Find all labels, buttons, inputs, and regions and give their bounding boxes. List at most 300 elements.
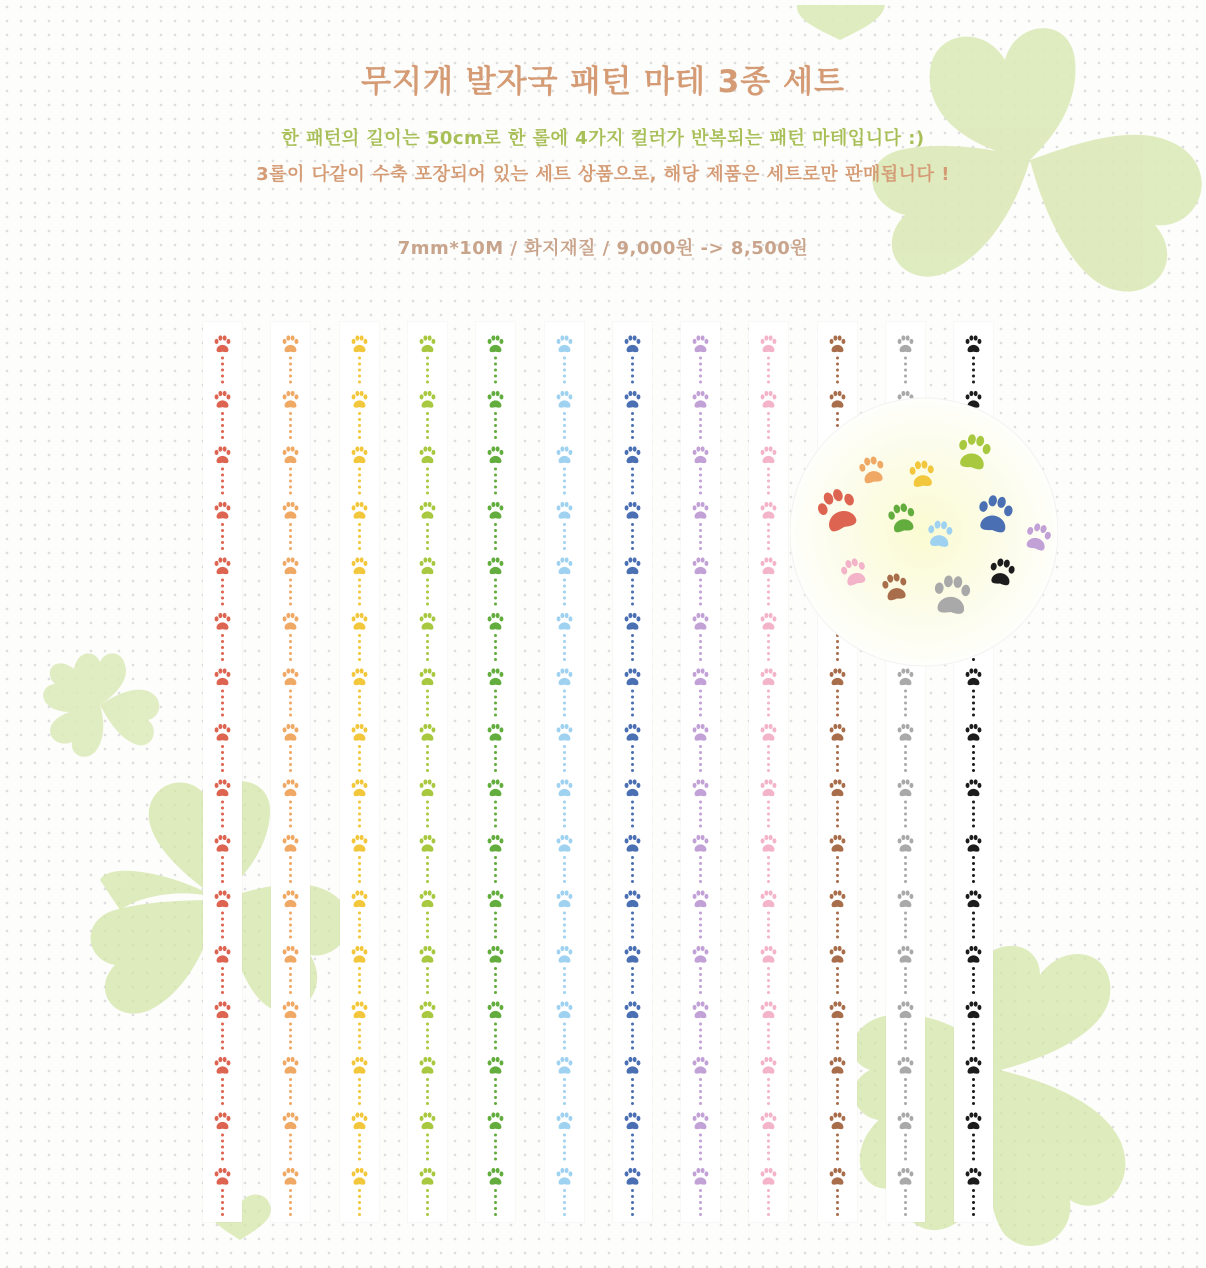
dot (631, 991, 634, 994)
dot (699, 1078, 702, 1081)
paw-print-icon (283, 613, 299, 630)
paw-print-icon (557, 613, 573, 630)
dot (289, 480, 292, 483)
dot (699, 640, 702, 643)
dot (289, 856, 292, 859)
paw-print-icon (557, 391, 573, 408)
paw-print-icon (693, 890, 709, 907)
dot (221, 874, 224, 877)
dot (767, 652, 770, 655)
dot (358, 535, 361, 538)
tape-strip (271, 322, 310, 1222)
product-spec: 7mm*10M / 화지재질 / 9,000원 -> 8,500원 (397, 238, 809, 259)
dot (699, 714, 702, 717)
dot (494, 1158, 497, 1161)
dot (426, 757, 429, 760)
dot (221, 912, 224, 915)
dot (631, 967, 634, 970)
dot (289, 912, 292, 915)
dot (494, 973, 497, 976)
dot (289, 714, 292, 717)
dot (563, 535, 566, 538)
dot (289, 418, 292, 421)
dot (563, 381, 566, 384)
dot (631, 856, 634, 859)
dot (221, 751, 224, 754)
dot (631, 468, 634, 471)
dot (631, 751, 634, 754)
dot (836, 868, 839, 871)
dot (972, 1096, 975, 1099)
dot (631, 1146, 634, 1149)
paw-print-icon (420, 835, 436, 852)
dot (563, 1102, 566, 1105)
dot (699, 973, 702, 976)
dot (358, 369, 361, 372)
dot (972, 751, 975, 754)
dot (289, 813, 292, 816)
dot (699, 979, 702, 982)
dot (631, 369, 634, 372)
dot (699, 369, 702, 372)
dot (358, 363, 361, 366)
paw-print-icon (625, 890, 641, 907)
dot (563, 375, 566, 378)
paw-print-icon (625, 779, 641, 796)
dot (221, 1029, 224, 1032)
paw-print-icon (352, 391, 368, 408)
paw-print-icon (488, 890, 504, 907)
dot (563, 825, 566, 828)
dot (563, 1189, 566, 1192)
dot (699, 874, 702, 877)
dot (836, 912, 839, 915)
dot (358, 492, 361, 495)
dot (221, 634, 224, 637)
dot (836, 979, 839, 982)
dot (699, 751, 702, 754)
dot (767, 430, 770, 433)
dot (494, 474, 497, 477)
dot (972, 375, 975, 378)
dot (836, 1213, 839, 1216)
dot (494, 541, 497, 544)
dot (836, 874, 839, 877)
dot (221, 769, 224, 772)
dot (358, 1084, 361, 1087)
dot (699, 1140, 702, 1143)
dot (631, 1035, 634, 1038)
dot (699, 1023, 702, 1026)
dot (904, 1195, 907, 1198)
dot (904, 1047, 907, 1050)
dot (289, 468, 292, 471)
paw-print-icon (625, 1001, 641, 1018)
dot (221, 474, 224, 477)
dot (836, 1195, 839, 1198)
dot (494, 529, 497, 532)
dot (699, 1201, 702, 1204)
dot (358, 918, 361, 921)
dot (563, 418, 566, 421)
dot (289, 751, 292, 754)
dot (426, 418, 429, 421)
paw-print-icon (761, 335, 777, 352)
dot (972, 357, 975, 360)
paw-print-icon (488, 557, 504, 574)
dot (972, 1023, 975, 1026)
dot (289, 973, 292, 976)
dot (767, 991, 770, 994)
dot (289, 936, 292, 939)
dot (631, 874, 634, 877)
paw-print-icon (898, 335, 914, 352)
dot (767, 967, 770, 970)
dot (426, 1102, 429, 1105)
dot (426, 708, 429, 711)
dot (221, 1146, 224, 1149)
dot (563, 480, 566, 483)
dot (767, 1023, 770, 1026)
paw-print-icon (352, 613, 368, 630)
dot (904, 967, 907, 970)
page-title: 무지개 발자국 패턴 마테 3종 세트 (361, 64, 845, 100)
dot (563, 751, 566, 754)
dot (631, 912, 634, 915)
dot (767, 973, 770, 976)
dot (289, 967, 292, 970)
dot (358, 1029, 361, 1032)
dot (563, 634, 566, 637)
dot (221, 1084, 224, 1087)
dot (289, 640, 292, 643)
paw-print-icon (761, 668, 777, 685)
paw-print-icon (283, 446, 299, 463)
dot (563, 856, 566, 859)
dot (494, 1078, 497, 1081)
dot (289, 1146, 292, 1149)
dot (426, 862, 429, 865)
dot (494, 597, 497, 600)
paw-print-icon (352, 890, 368, 907)
dot (358, 702, 361, 705)
dot (221, 579, 224, 582)
dot (563, 1096, 566, 1099)
dot (563, 436, 566, 439)
dot (836, 1201, 839, 1204)
paw-print-icon (352, 502, 368, 519)
dot (904, 1023, 907, 1026)
paw-print-icon (898, 890, 914, 907)
dot (836, 1140, 839, 1143)
dot (904, 1134, 907, 1137)
dot (699, 591, 702, 594)
dot (426, 424, 429, 427)
description-line-2: 3롤이 다같이 수축 포장되어 있는 세트 상품으로, 해당 제품은 세트로만 판매됩니다 ! (256, 164, 950, 185)
dot (836, 825, 839, 828)
dot (972, 1029, 975, 1032)
dot (972, 868, 975, 871)
dot (699, 357, 702, 360)
dot (699, 1035, 702, 1038)
dot (972, 967, 975, 970)
paw-print-icon (830, 724, 846, 741)
dot (699, 690, 702, 693)
dot (221, 357, 224, 360)
dot (426, 363, 429, 366)
dot (358, 874, 361, 877)
paw-print-icon (898, 1001, 914, 1018)
dot (699, 1195, 702, 1198)
dot (699, 985, 702, 988)
dot (289, 652, 292, 655)
paw-print-icon (283, 391, 299, 408)
dot (631, 769, 634, 772)
dot (221, 523, 224, 526)
dot (358, 1041, 361, 1044)
dot (426, 912, 429, 915)
dot (289, 369, 292, 372)
paw-print-icon (215, 446, 231, 463)
dot (221, 1189, 224, 1192)
paw-print-icon (966, 1168, 982, 1185)
dot (904, 856, 907, 859)
dot (494, 357, 497, 360)
dot (494, 369, 497, 372)
tape-strip (681, 322, 720, 1222)
dot (699, 430, 702, 433)
dot (767, 1146, 770, 1149)
dot (563, 757, 566, 760)
dot (426, 769, 429, 772)
dot (767, 751, 770, 754)
dot (699, 967, 702, 970)
paw-print-icon (283, 779, 299, 796)
paw-print-icon (352, 668, 368, 685)
paw-print-icon (488, 835, 504, 852)
dot (767, 912, 770, 915)
dot (563, 1041, 566, 1044)
dot (494, 813, 497, 816)
dot (631, 529, 634, 532)
dot (563, 1047, 566, 1050)
tape-strip (613, 322, 652, 1222)
dot (836, 1189, 839, 1192)
dot (358, 1023, 361, 1026)
dot (289, 1023, 292, 1026)
dot (289, 991, 292, 994)
paw-print-icon (352, 557, 368, 574)
dot (289, 591, 292, 594)
dot (767, 819, 770, 822)
dot (221, 979, 224, 982)
dot (699, 1102, 702, 1105)
dot (358, 1213, 361, 1216)
dot (358, 1047, 361, 1050)
dot (289, 381, 292, 384)
dot (699, 1041, 702, 1044)
dot (699, 1134, 702, 1137)
paw-print-icon (761, 391, 777, 408)
dot (563, 547, 566, 550)
dot (904, 1102, 907, 1105)
dot (836, 973, 839, 976)
dot (631, 745, 634, 748)
dot (494, 714, 497, 717)
dot (358, 819, 361, 822)
dot (221, 1195, 224, 1198)
dot (631, 985, 634, 988)
paw-print-icon (215, 613, 231, 630)
dot (631, 585, 634, 588)
dot (563, 529, 566, 532)
paw-print-icon (625, 502, 641, 519)
dot (221, 412, 224, 415)
dot (904, 918, 907, 921)
dot (699, 696, 702, 699)
paw-print-icon (557, 1168, 573, 1185)
tape-strip (749, 322, 788, 1222)
paw-print-icon (283, 946, 299, 963)
dot (358, 807, 361, 810)
dot (972, 745, 975, 748)
dot (221, 436, 224, 439)
dot (767, 745, 770, 748)
dot (631, 714, 634, 717)
paw-print-icon (283, 724, 299, 741)
dot (563, 430, 566, 433)
dot (289, 597, 292, 600)
paw-print-icon (966, 835, 982, 852)
dot (358, 1140, 361, 1143)
dot (631, 930, 634, 933)
dot (767, 985, 770, 988)
dot (289, 585, 292, 588)
dot (494, 468, 497, 471)
dot (631, 1047, 634, 1050)
paw-print-icon (420, 502, 436, 519)
paw-print-icon (488, 502, 504, 519)
dot (426, 1158, 429, 1161)
dot (426, 763, 429, 766)
dot (358, 825, 361, 828)
dot (699, 819, 702, 822)
paw-print-icon (352, 446, 368, 463)
dot (631, 1140, 634, 1143)
dot (836, 690, 839, 693)
paw-print-icon (420, 1112, 436, 1129)
paw-print-icon (557, 946, 573, 963)
dot (563, 967, 566, 970)
dot (358, 1090, 361, 1093)
paw-print-icon (283, 835, 299, 852)
dot (767, 646, 770, 649)
dot (563, 652, 566, 655)
dot (972, 874, 975, 877)
dot (358, 1096, 361, 1099)
paw-print-icon (693, 1168, 709, 1185)
dot (904, 868, 907, 871)
dot (699, 375, 702, 378)
dot (563, 862, 566, 865)
dot (289, 1201, 292, 1204)
dot (358, 547, 361, 550)
dot (426, 880, 429, 883)
dot (699, 763, 702, 766)
paw-print-icon (830, 779, 846, 796)
dot (358, 1195, 361, 1198)
dot (494, 1029, 497, 1032)
dot (836, 769, 839, 772)
dot (358, 603, 361, 606)
dot (358, 868, 361, 871)
dot (836, 924, 839, 927)
dot (904, 1146, 907, 1149)
tape-strip (340, 322, 379, 1222)
dot (836, 363, 839, 366)
dot (563, 973, 566, 976)
dot (699, 652, 702, 655)
dot (699, 468, 702, 471)
dot (494, 1195, 497, 1198)
dot (836, 967, 839, 970)
dot (426, 1096, 429, 1099)
paw-print-icon (966, 335, 982, 352)
dot (563, 745, 566, 748)
dot (836, 1084, 839, 1087)
dot (631, 825, 634, 828)
dot (563, 357, 566, 360)
dot (904, 357, 907, 360)
dot (426, 430, 429, 433)
dot (289, 1140, 292, 1143)
dot (358, 1158, 361, 1161)
paw-print-icon (215, 835, 231, 852)
dot (904, 363, 907, 366)
dot (358, 585, 361, 588)
dot (836, 1152, 839, 1155)
dot (426, 979, 429, 982)
dot (699, 918, 702, 921)
dot (972, 369, 975, 372)
dot (426, 381, 429, 384)
dot (494, 535, 497, 538)
dot (767, 1201, 770, 1204)
dot (699, 474, 702, 477)
dot (767, 924, 770, 927)
dot (972, 1158, 975, 1161)
dot (972, 825, 975, 828)
paw-print-icon (215, 1112, 231, 1129)
dot (221, 1134, 224, 1137)
dot (494, 819, 497, 822)
dot (767, 1213, 770, 1216)
dot (836, 936, 839, 939)
dot (563, 819, 566, 822)
dot (836, 991, 839, 994)
paw-print-icon (420, 724, 436, 741)
dot (767, 357, 770, 360)
dot (221, 381, 224, 384)
dot (972, 819, 975, 822)
dot (767, 480, 770, 483)
dot (494, 375, 497, 378)
dot (221, 1213, 224, 1216)
dot (289, 1195, 292, 1198)
dot (631, 763, 634, 766)
dot (904, 714, 907, 717)
dot (289, 658, 292, 661)
